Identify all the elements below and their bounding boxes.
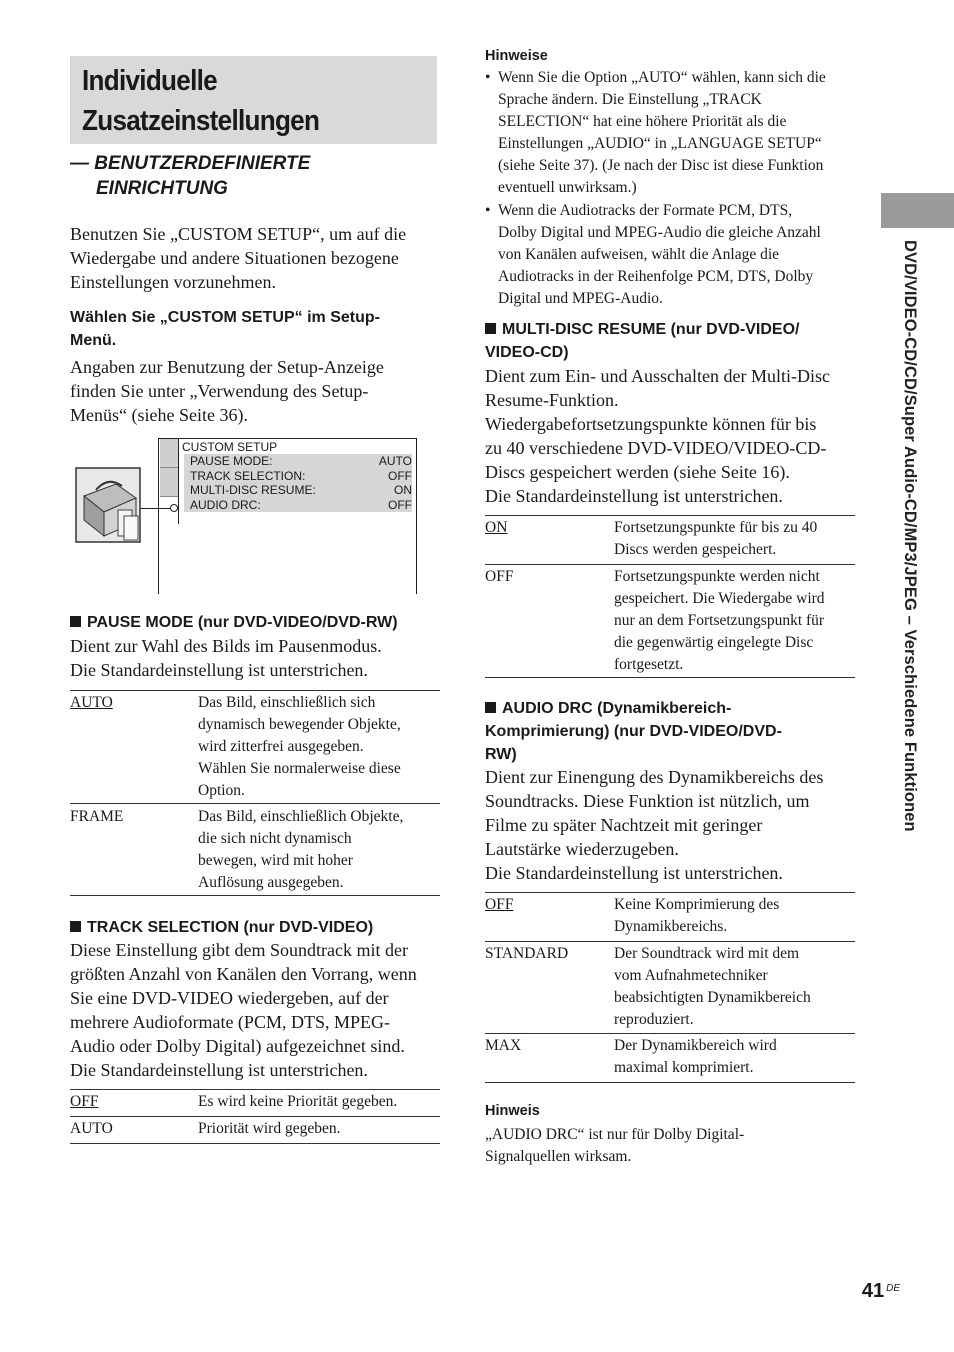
body-line: Die Standardeinstellung ist unterstrichen. (70, 1060, 368, 1080)
body-line: Sie eine DVD-VIDEO wiedergeben, auf der (70, 988, 389, 1008)
body-line: Filme zu später Nachtzeit mit geringer (485, 815, 763, 835)
setup-row-value: ON (394, 483, 412, 497)
setup-row-value: AUTO (378, 454, 412, 468)
hinweise-list (485, 67, 857, 310)
body-line: zu 40 verschiedene DVD-VIDEO/VIDEO-CD- (485, 438, 827, 458)
step-heading-line2: Menü. (70, 332, 117, 349)
option-key: STANDARD (485, 945, 569, 962)
page-title-line2: Zusatzeinstellungen (82, 105, 320, 137)
body-line: mehrere Audioformate (PCM, DTS, MPEG- (70, 1012, 390, 1032)
subtitle-line2: EINRICHTUNG (96, 178, 228, 199)
track-selection-heading: TRACK SELECTION (nur DVD-VIDEO) (70, 916, 373, 939)
intro-paragraph (70, 222, 406, 294)
list-item: • Wenn die Audiotracks der Formate PCM, DTS, Dolby Digital und MPEG-Audio die gleiche Anzahl von Kanälen aufweisen, wählt die Anlage die Audiotracks in der Reihenfolge PCM, DTS, Dolby Digital und MPEG-Audio. (485, 202, 821, 307)
option-desc: Keine Komprimierung des Dynamikbereichs. (614, 896, 780, 935)
body-line: Discs gespeichert werden (siehe Seite 16). (485, 462, 790, 482)
step-heading (70, 306, 380, 352)
audio-drc-body (485, 765, 823, 885)
body-line: Dient zur Wahl des Bilds im Pausenmodus. (70, 636, 382, 656)
body-line: Resume-Funktion. (485, 390, 619, 410)
intro-line: Einstellungen vorzunehmen. (70, 272, 276, 292)
setup-row-label[interactable]: MULTI-DISC RESUME: (190, 483, 316, 497)
option-key: AUTO (70, 1120, 113, 1137)
intro-line: Benutzen Sie „CUSTOM SETUP“, um auf die (70, 224, 407, 244)
track-selection-table (70, 1089, 440, 1145)
body-line: Audio oder Dolby Digital) aufgezeichnet sind. (70, 1036, 405, 1056)
step-line: Angaben zur Benutzung der Setup-Anzeige (70, 357, 384, 377)
page-title-box (70, 56, 437, 144)
step-heading-line1: Wählen Sie „CUSTOM SETUP“ im Setup- (70, 309, 380, 326)
audio-drc-table (485, 892, 855, 1084)
subtitle-line1: — BENUTZERDEFINIERTE (70, 153, 311, 174)
option-desc: Fortsetzungspunkte werden nicht gespeichert. Die Wiedergabe wird nur an dem Fortsetzungspunkt für die gegenwärtig eingelegte Disc fortgesetzt. (614, 568, 825, 673)
body-line: Soundtracks. Diese Funktion ist nützlich, um (485, 791, 810, 811)
page-number: 41 $^{DE}$ (861, 1280, 900, 1302)
option-key: ON (485, 519, 508, 536)
setup-screen-title: CUSTOM SETUP (182, 440, 278, 454)
pause-mode-body (70, 634, 382, 682)
square-bullet-icon (70, 616, 81, 627)
section-side-label: DVD/VIDEO-CD/CD/Super Audio-CD/MP3/JPEG – Verschiedene Funktionen (901, 240, 919, 832)
body-line: Die Standardeinstellung ist unterstrichen. (485, 486, 783, 506)
body-line: Diese Einstellung gibt dem Soundtrack mit der (70, 940, 408, 960)
option-key: OFF (485, 896, 514, 913)
setup-row-value: OFF (388, 468, 412, 483)
body-line: Dient zur Einengung des Dynamikbereichs des (485, 767, 824, 787)
page-title-line1: Individuelle (82, 65, 217, 97)
body-line: Die Standardeinstellung ist unterstrichen. (485, 863, 783, 883)
track-selection-body (70, 938, 417, 1082)
step-line: finden Sie unter „Verwendung des Setup- (70, 381, 369, 401)
body-line: Lautstärke wiederzugeben. (485, 839, 679, 859)
body-line: Dient zum Ein- und Ausschalten der Multi-Disc (485, 366, 830, 386)
pause-mode-table (70, 690, 440, 896)
square-bullet-icon (485, 702, 496, 713)
body-line: Wiedergabefortsetzungspunkte können für bis (485, 414, 817, 434)
hinweise-heading: Hinweise (485, 48, 548, 64)
hinweis-text: „AUDIO DRC“ ist nur für Dolby Digital- Signalquellen wirksam. (485, 1126, 745, 1165)
option-desc: Fortsetzungspunkte für bis zu 40 Discs werden gespeichert. (614, 519, 818, 558)
step-line: Menüs“ (siehe Seite 36). (70, 405, 248, 425)
option-desc: Das Bild, einschließlich Objekte, die sich nicht dynamisch bewegen, wird mit hoher Auflösung ausgegeben. (198, 808, 404, 891)
pause-mode-heading: PAUSE MODE (nur DVD-VIDEO/DVD-RW) (70, 611, 398, 634)
square-bullet-icon (485, 323, 496, 334)
body-line: größten Anzahl von Kanälen den Vorrang, wenn (70, 964, 417, 984)
multi-disc-body (485, 364, 830, 508)
audio-drc-heading: AUDIO DRC (Dynamikbereich- Komprimierung) (nur DVD-VIDEO/DVD- RW) (485, 700, 782, 763)
intro-line: Wiedergabe und andere Situationen bezogene (70, 248, 399, 268)
setup-row-label[interactable]: PAUSE MODE: (190, 454, 273, 468)
option-desc: Der Soundtrack wird mit dem vom Aufnahmetechniker beabsichtigten Dynamikbereich reproduziert. (614, 945, 811, 1028)
setup-row-value: OFF (388, 497, 412, 512)
list-item: • Wenn Sie die Option „AUTO“ wählen, kann sich die Sprache ändern. Die Einstellung „TRACK SELECTION“ hat eine höhere Priorität als die Einstellungen „AUDIO“ in „LANGUAGE SETUP“ (siehe Seite 37). (Je nach der Disc ist diese Funktion eventuell unwirksam.) (485, 69, 826, 196)
option-key: AUTO (70, 694, 113, 711)
multi-disc-table (485, 515, 855, 679)
toolbox-icon (74, 466, 144, 546)
option-desc: Priorität wird gegeben. (198, 1120, 341, 1137)
setup-row-label[interactable]: TRACK SELECTION: (190, 468, 306, 483)
option-key: MAX (485, 1037, 522, 1054)
body-line: Die Standardeinstellung ist unterstrichen. (70, 660, 368, 680)
square-bullet-icon (70, 921, 81, 932)
option-desc: Der Dynamikbereich wird maximal komprimiert. (614, 1037, 777, 1076)
option-desc: Das Bild, einschließlich sich dynamisch bewegender Objekte, wird zitterfrei ausgegeben. Wählen Sie normalerweise diese Option. (198, 694, 401, 799)
step-paragraph (70, 355, 384, 427)
hinweis-heading: Hinweis (485, 1103, 540, 1119)
multi-disc-heading: MULTI-DISC RESUME (nur DVD-VIDEO/ VIDEO-CD) (485, 321, 800, 361)
option-key: FRAME (70, 808, 124, 825)
setup-row-label[interactable]: AUDIO DRC: (190, 497, 261, 512)
section-tab (881, 193, 954, 228)
setup-screen-figure (74, 438, 424, 598)
option-desc: Es wird keine Priorität gegeben. (198, 1093, 398, 1110)
option-key: OFF (485, 568, 514, 585)
option-key: OFF (70, 1093, 99, 1110)
